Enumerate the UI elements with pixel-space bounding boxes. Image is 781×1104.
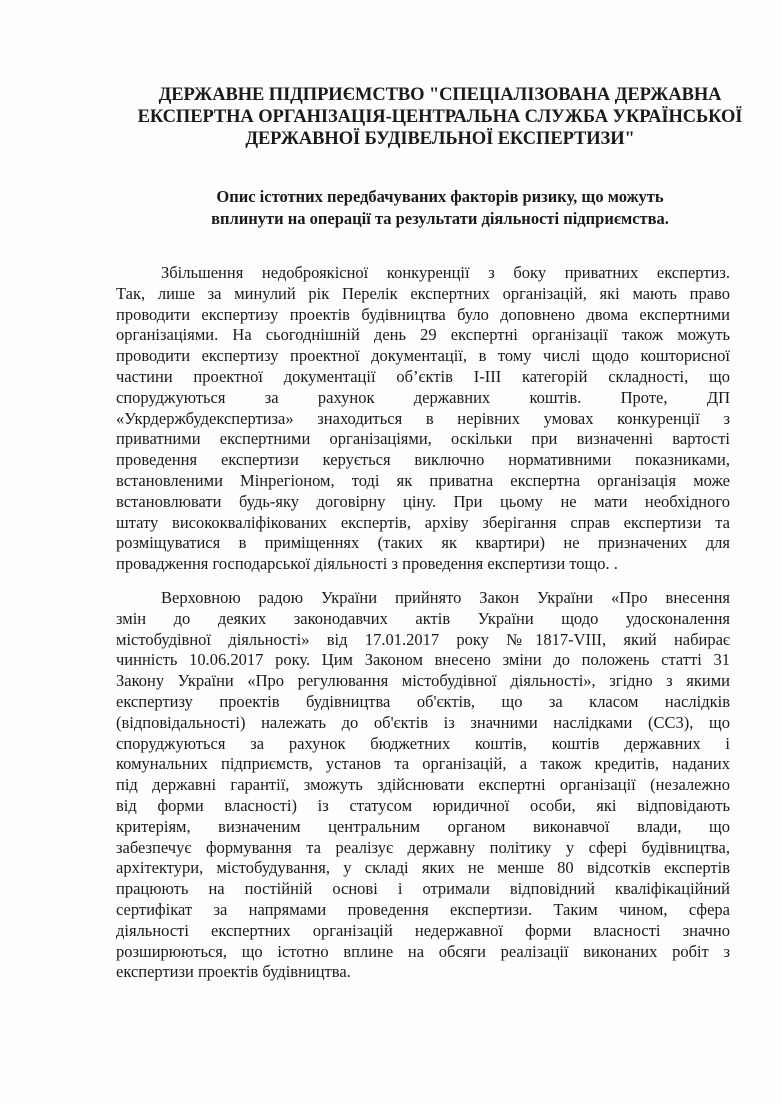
organization-title <box>110 84 770 150</box>
paragraph-line: від форми власності) із статусом юридичної особи, які відповідають <box>116 795 730 815</box>
paragraph-line: «Укрдержбудекспертиза» знаходиться в нерівних умовах конкуренції з <box>116 408 730 428</box>
paragraph-line: Так, лише за минулий рік Перелік експертних організацій, які мають право <box>116 283 730 303</box>
paragraph-line: критеріям, визначеним центральним органом виконавчої влади, що <box>116 816 730 836</box>
paragraph-line: працюють на постійній основі і отримали відповідний кваліфікаційний <box>116 879 730 899</box>
paragraph-line: комунальних підприємств, установ та організацій, а також кредитів, наданих <box>116 754 730 774</box>
paragraph-line: діяльності експертних організацій недержавної форми власності значно <box>116 920 730 940</box>
paragraph-line: частини проектної документації об’єктів I-III категорій складності, що <box>116 366 730 386</box>
paragraph-line: проводити експертизу проектів будівництва було доповнено двома експертними <box>116 304 730 324</box>
paragraph-line: під державні гарантії, зможуть здійснювати експертні організації (незалежно <box>116 775 730 795</box>
paragraph-line: Верховною радою України прийнято Закон України «Про внесення <box>161 587 730 607</box>
paragraph-law-changes <box>116 588 730 983</box>
paragraph-line: Збільшення недоброякісної конкуренції з боку приватних експертиз. <box>161 263 730 282</box>
paragraph-line: провадження господарської діяльності з проведення експертизи тощо. . <box>116 554 618 574</box>
document-body <box>116 263 730 983</box>
paragraph-line: чинність 10.06.2017 року. Цим Законом внесено зміни до положень статті 31 <box>116 650 730 670</box>
paragraph-line: експертизи проектів будівництва. <box>116 962 351 982</box>
paragraph-line: проводити експертизу проектної документації, в тому числі щодо кошторисної <box>116 346 730 366</box>
paragraph-line: змін до деяких законодавчих актів України щодо удосконалення <box>116 608 730 628</box>
organization-title-line: ЕКСПЕРТНА ОРГАНІЗАЦІЯ-ЦЕНТРАЛЬНА СЛУЖБА УКРАЇНСЬКОЇ <box>137 107 743 127</box>
paragraph-line: містобудівної діяльності» від 17.01.2017 року №1817-VIII, який набирає <box>116 629 730 649</box>
paragraph-line: експертизу проектів будівництва об'єктів, що за класом наслідків <box>116 691 730 711</box>
paragraph-line: встановлювати будь-яку договірну ціну. При цьому не мати необхідного <box>116 491 730 511</box>
paragraph-line: (відповідальності) належать до об'єктів із значними наслідками (СС3), що <box>116 712 730 732</box>
paragraph-line: споруджуються за рахунок державних коштів. Проте, ДП <box>116 387 730 407</box>
document-subtitle <box>150 186 730 230</box>
paragraph-competition-risk <box>116 263 730 575</box>
organization-title-line: ДЕРЖАВНЕ ПІДПРИЄМСТВО "СПЕЦІАЛІЗОВАНА ДЕРЖАВНА <box>158 85 722 105</box>
subtitle-line: Опис істотних передбачуваних факторів ризику, що можуть <box>216 187 664 206</box>
paragraph-line: організаціями. На сьогоднішній день 29 експертні організації також можуть <box>116 325 730 345</box>
paragraph-line: архітектури, містобудування, у складі яких не менше 80 відсотків експертів <box>116 858 730 878</box>
paragraph-line: споруджуються за рахунок бюджетних коштів, коштів державних і <box>116 733 730 753</box>
paragraph-line: сертифікат за напрямами проведення експертизи. Таким чином, сфера <box>116 899 730 919</box>
paragraph-line: проведення експертизи керується виключно нормативними показниками, <box>116 450 730 470</box>
paragraph-line: забезпечує формування та реалізує державну політику у сфері будівництва, <box>116 837 730 857</box>
paragraph-line: приватними експертними організаціями, оскільки при визначенні вартості <box>116 429 730 449</box>
organization-title-line: ДЕРЖАВНОЇ БУДІВЕЛЬНОЇ ЕКСПЕРТИЗИ" <box>245 129 635 149</box>
paragraph-line: штату висококваліфікованих експертів, архіву зберігання справ експертизи та <box>116 512 730 532</box>
paragraph-line: встановленими Мінрегіоном, тоді як приватна експертна організація може <box>116 470 730 490</box>
paragraph-line: розширюються, що істотно вплине на обсяги реалізації виконаних робіт з <box>116 941 730 961</box>
subtitle-line: вплинути на операції та результати діяльності підприємства. <box>211 209 669 228</box>
paragraph-line: розміщуватися в приміщеннях (таких як квартири) не призначених для <box>116 533 730 553</box>
paragraph-line: Закону України «Про регулювання містобудівної діяльності», згідно з якими <box>116 671 730 691</box>
